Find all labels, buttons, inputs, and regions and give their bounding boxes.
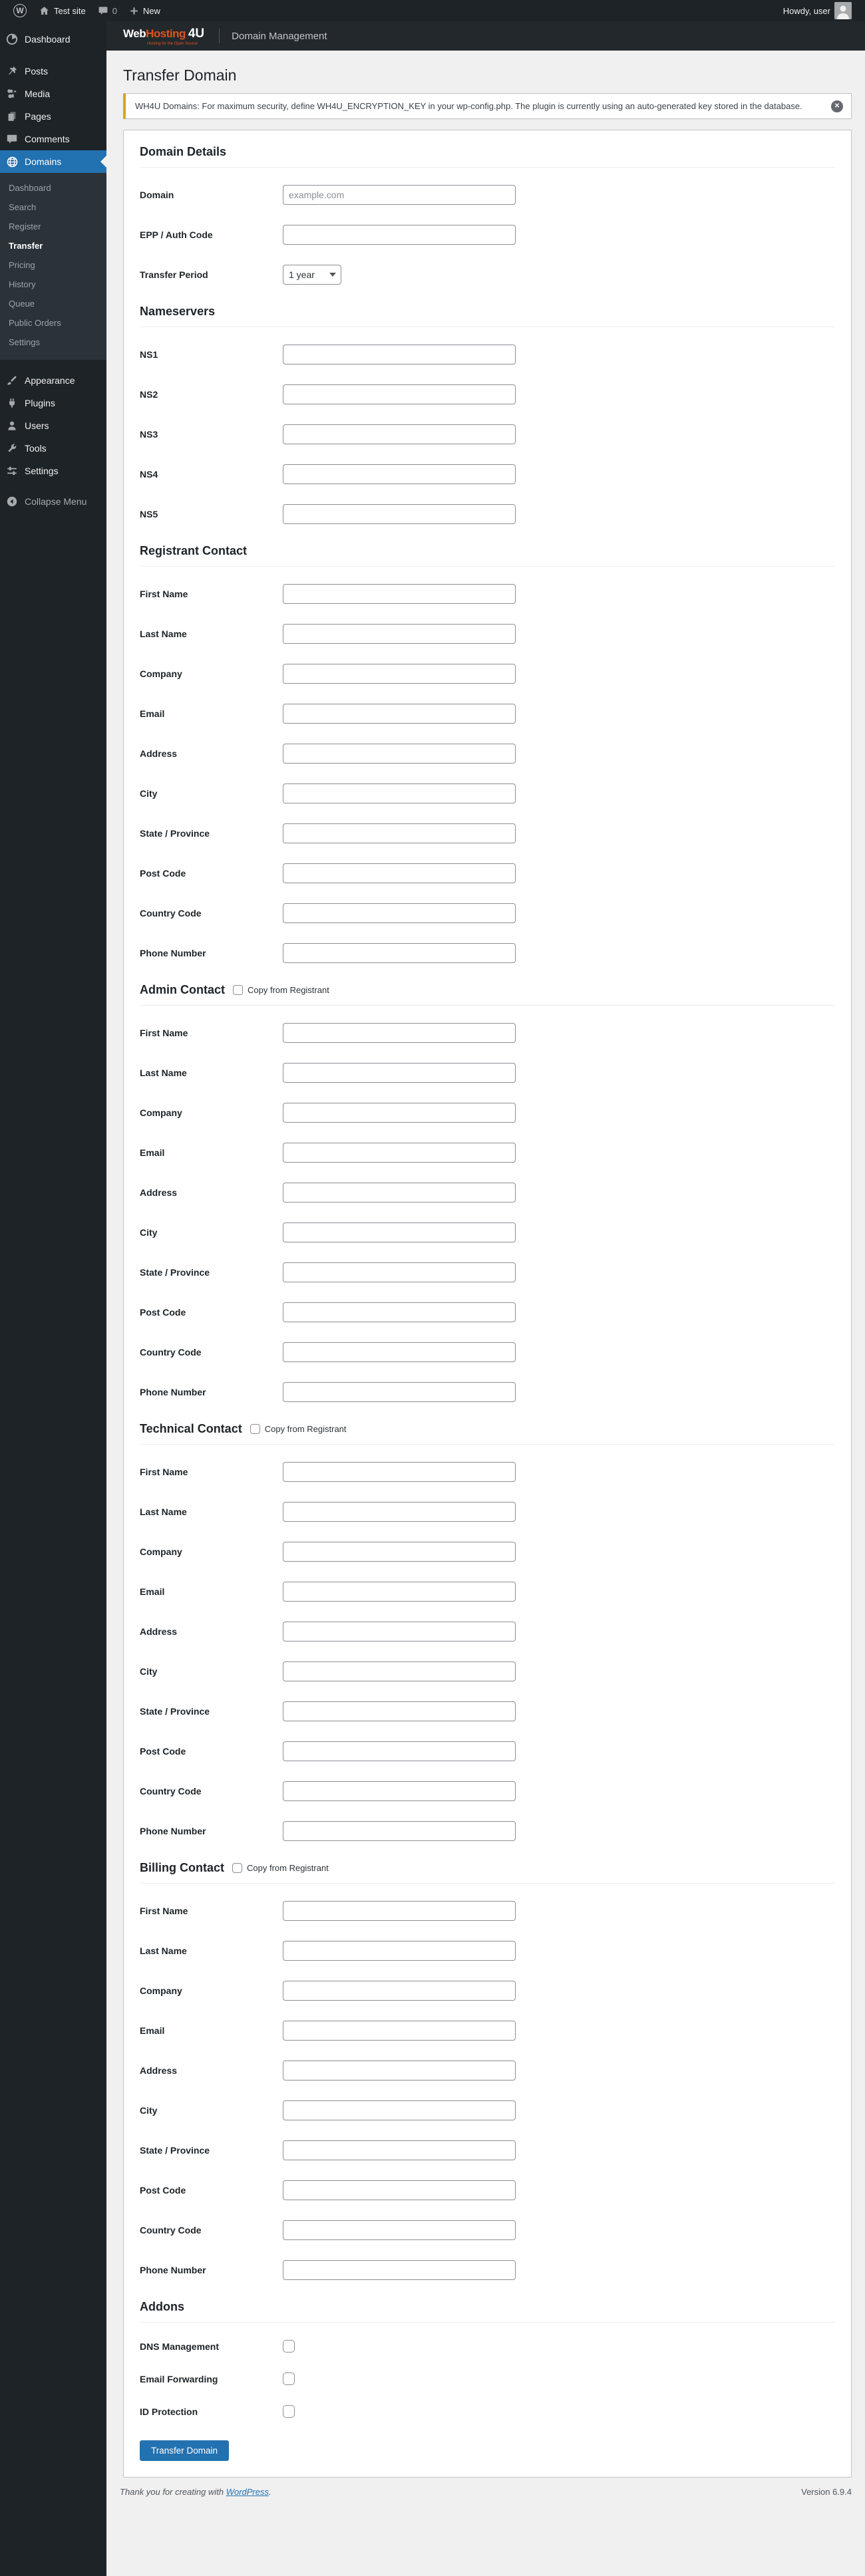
- billing-copy-from-registrant[interactable]: [232, 1863, 329, 1873]
- form-row: [140, 863, 835, 883]
- collapse-menu-label: Collapse Menu: [25, 496, 87, 507]
- form-row: [140, 2260, 835, 2280]
- section-title-text: Domain Details: [140, 145, 227, 158]
- sidebar-item-label: Comments: [25, 134, 70, 144]
- billing-last-name-input[interactable]: [283, 1941, 516, 1961]
- sidebar-item-label: Plugins: [25, 398, 55, 408]
- field-label: City: [140, 788, 158, 799]
- home-icon: [39, 5, 50, 17]
- form-row: [140, 1622, 835, 1642]
- technical-company-input[interactable]: [283, 1542, 516, 1562]
- globe-icon: [5, 155, 19, 168]
- field-label: EPP / Auth Code: [140, 229, 213, 240]
- id-protection-checkbox[interactable]: [283, 2405, 295, 2418]
- sidebar-item-label: Pages: [25, 111, 51, 122]
- form-row: [140, 584, 835, 604]
- sliders-icon: [5, 464, 19, 478]
- form-row: [140, 1143, 835, 1163]
- field-label: Email: [140, 708, 165, 719]
- field-label: Company: [140, 1985, 182, 1996]
- sidebar-item-label: Settings: [25, 466, 59, 476]
- footer-thanks: [120, 2487, 271, 2497]
- form-row: [140, 784, 835, 803]
- sidebar-item-tools[interactable]: [0, 437, 106, 460]
- form-row: [140, 2340, 835, 2353]
- logo-web-text: Web: [123, 27, 146, 40]
- new-content-button[interactable]: [124, 0, 166, 21]
- transfer-domain-button[interactable]: Transfer Domain: [140, 2440, 229, 2461]
- collapse-arrow-icon: [5, 495, 19, 508]
- admin-first-name-input[interactable]: [283, 1023, 516, 1043]
- technical-address-input[interactable]: [283, 1622, 516, 1642]
- field-label: State / Province: [140, 828, 210, 839]
- field-label: Email: [140, 1586, 165, 1597]
- sidebar-item-comments[interactable]: [0, 128, 106, 150]
- billing-phone-number-input[interactable]: [283, 2260, 516, 2280]
- field-label: Country Code: [140, 908, 202, 919]
- field-label: City: [140, 1227, 158, 1238]
- warning-notice: [123, 93, 852, 119]
- field-label: City: [140, 1666, 158, 1677]
- form-row: [140, 1542, 835, 1562]
- field-label: NS3: [140, 429, 158, 440]
- sidebar-item-users[interactable]: [0, 414, 106, 437]
- billing-copy-from-registrant-checkbox[interactable]: [232, 1863, 242, 1873]
- header-title: Domain Management: [232, 30, 327, 42]
- admin-bar-left: [8, 0, 778, 21]
- form-row: [140, 1781, 835, 1801]
- registrant-last-name-input[interactable]: [283, 624, 516, 644]
- form-row: [140, 265, 835, 285]
- section-heading-technical-contact: [140, 1422, 835, 1445]
- form-row: [140, 1222, 835, 1242]
- wordpress-menu-button[interactable]: [8, 0, 32, 21]
- billing-city-input[interactable]: [283, 2100, 516, 2120]
- transfer-period-select-wrap: [283, 265, 341, 285]
- sidebar-item-label: Media: [25, 88, 51, 99]
- form-row: [140, 2140, 835, 2160]
- field-label: Country Code: [140, 1347, 202, 1358]
- form-row: [140, 943, 835, 963]
- ns3-input[interactable]: [283, 424, 516, 444]
- howdy-label: Howdy, user: [782, 5, 830, 16]
- dns-management-checkbox[interactable]: [283, 2340, 295, 2353]
- form-row: [140, 1741, 835, 1761]
- form-row: [140, 903, 835, 923]
- layout: [0, 21, 865, 2576]
- form-row: [140, 823, 835, 843]
- ns5-input[interactable]: [283, 504, 516, 524]
- field-label: Post Code: [140, 1746, 186, 1757]
- wrench-icon: [5, 442, 19, 455]
- comments-button[interactable]: [92, 0, 122, 21]
- registrant-address-input[interactable]: [283, 744, 516, 764]
- webhosting4u-logo: [123, 27, 204, 45]
- field-label: State / Province: [140, 1267, 210, 1278]
- field-label: NS4: [140, 469, 158, 480]
- admin-bar: [0, 0, 865, 21]
- field-label: Company: [140, 1107, 182, 1118]
- user-icon: [5, 419, 19, 432]
- registrant-post-code-input[interactable]: [283, 863, 516, 883]
- copy-label-text: Copy from Registrant: [264, 1424, 347, 1434]
- billing-post-code-input[interactable]: [283, 2180, 516, 2200]
- logo-hosting-text: Hosting: [146, 27, 186, 40]
- field-label: Company: [140, 668, 182, 679]
- form-row: [140, 345, 835, 364]
- sidebar-item-plugins[interactable]: [0, 392, 106, 414]
- footer-thanks-suffix: .: [269, 2487, 271, 2497]
- field-label: NS5: [140, 509, 158, 519]
- field-label: NS2: [140, 389, 158, 400]
- sidebar-item-media[interactable]: [0, 82, 106, 105]
- sidebar-item-label: Appearance: [25, 375, 75, 386]
- field-label: Email Forwarding: [140, 2373, 218, 2384]
- plugin-header: [106, 21, 865, 51]
- menu-separator: [0, 51, 106, 60]
- field-label: First Name: [140, 1906, 188, 1916]
- field-label: Address: [140, 1187, 178, 1198]
- section-heading-nameservers: [140, 305, 835, 327]
- dashboard-icon: [5, 33, 19, 46]
- footer-version: Version 6.9.4: [801, 2487, 852, 2497]
- form-row: [140, 1262, 835, 1282]
- admin-post-code-input[interactable]: [283, 1302, 516, 1322]
- sidebar-item-pages[interactable]: [0, 105, 106, 128]
- form-row: [140, 1103, 835, 1123]
- form-row: [140, 1981, 835, 2001]
- technical-copy-from-registrant[interactable]: [250, 1424, 347, 1434]
- admin-copy-from-registrant[interactable]: [233, 985, 329, 995]
- sidebar-subitem-register[interactable]: Register: [9, 221, 41, 231]
- sidebar-item-label: Tools: [25, 443, 47, 454]
- comment-count: 0: [112, 5, 117, 16]
- field-label: Phone Number: [140, 1826, 206, 1836]
- technical-copy-from-registrant-checkbox[interactable]: [250, 1424, 260, 1434]
- sidebar-item-label: Users: [25, 420, 49, 431]
- field-label: Address: [140, 748, 178, 759]
- technical-phone-number-input[interactable]: [283, 1821, 516, 1841]
- field-label: Last Name: [140, 1506, 187, 1517]
- form-row: [140, 704, 835, 724]
- field-label: DNS Management: [140, 2341, 220, 2352]
- registrant-city-input[interactable]: [283, 784, 516, 803]
- field-label: Last Name: [140, 629, 187, 639]
- sidebar-item-appearance[interactable]: [0, 369, 106, 392]
- howdy-user-menu[interactable]: [778, 0, 857, 21]
- field-label: Last Name: [140, 1068, 187, 1078]
- sidebar-subitem-dashboard[interactable]: Dashboard: [9, 183, 51, 193]
- form-row: [140, 384, 835, 404]
- comments-bubble-icon: [98, 5, 108, 16]
- field-label: State / Province: [140, 1706, 210, 1717]
- form-row: [140, 1701, 835, 1721]
- form-row: [140, 1941, 835, 1961]
- section-title-text: Nameservers: [140, 305, 216, 318]
- field-label: Post Code: [140, 2185, 186, 2196]
- registrant-state-province-input[interactable]: [283, 823, 516, 843]
- form-row: [140, 1023, 835, 1043]
- admin-state-province-input[interactable]: [283, 1262, 516, 1282]
- form-row: [140, 1302, 835, 1322]
- main-column: [106, 21, 865, 2576]
- section-heading-domain-details: [140, 145, 835, 168]
- section-heading-addons: [140, 2300, 835, 2323]
- form-row: [140, 1462, 835, 1482]
- section-heading-billing-contact: [140, 1861, 835, 1884]
- field-label: NS1: [140, 349, 158, 360]
- transfer-domain-form-card: [123, 130, 852, 2478]
- admin-last-name-input[interactable]: [283, 1063, 516, 1083]
- field-label: City: [140, 2105, 158, 2116]
- field-label: Last Name: [140, 1945, 187, 1956]
- registrant-phone-number-input[interactable]: [283, 943, 516, 963]
- form-row: [140, 2405, 835, 2418]
- logo-4u-text: 4U: [188, 27, 205, 41]
- ns1-input[interactable]: [283, 345, 516, 364]
- sidebar-subitem-public-orders[interactable]: Public Orders: [9, 318, 61, 328]
- copy-label-text: Copy from Registrant: [248, 985, 329, 995]
- admin-copy-from-registrant-checkbox[interactable]: [233, 985, 243, 995]
- form-row: [140, 1183, 835, 1203]
- technical-post-code-input[interactable]: [283, 1741, 516, 1761]
- domains-submenu: [0, 173, 106, 360]
- section-heading-registrant-contact: [140, 544, 835, 567]
- form-row: [140, 225, 835, 245]
- form-row: [140, 1661, 835, 1681]
- sidebar-subitem-pricing[interactable]: Pricing: [9, 260, 35, 270]
- billing-address-input[interactable]: [283, 2061, 516, 2080]
- ns4-input[interactable]: [283, 464, 516, 484]
- field-label: Country Code: [140, 1786, 202, 1796]
- billing-company-input[interactable]: [283, 1981, 516, 2001]
- form-row: [140, 1582, 835, 1602]
- collapse-menu-button[interactable]: [0, 490, 106, 513]
- paintbrush-icon: [5, 374, 19, 387]
- section-heading-admin-contact: [140, 983, 835, 1006]
- email-forwarding-checkbox[interactable]: [283, 2372, 295, 2385]
- plus-icon: [129, 6, 139, 16]
- form-row: [140, 1063, 835, 1083]
- avatar: [834, 2, 852, 19]
- sidebar: [0, 21, 106, 2576]
- new-label: New: [142, 5, 160, 16]
- form-row: [140, 2100, 835, 2120]
- transfer-period-select[interactable]: [283, 265, 341, 285]
- section-title-text: Technical Contact: [140, 1422, 242, 1435]
- footer: [120, 2478, 852, 2497]
- technical-email-input[interactable]: [283, 1582, 516, 1602]
- technical-first-name-input[interactable]: [283, 1462, 516, 1482]
- form-row: [140, 2372, 835, 2385]
- media-icon: [5, 87, 19, 100]
- field-label: ID Protection: [140, 2406, 198, 2417]
- pushpin-icon: [5, 65, 19, 78]
- field-label: First Name: [140, 1467, 188, 1477]
- admin-phone-number-input[interactable]: [283, 1382, 516, 1402]
- admin-country-code-input[interactable]: [283, 1342, 516, 1362]
- technical-country-code-input[interactable]: [283, 1781, 516, 1801]
- field-label: Post Code: [140, 1307, 186, 1318]
- header-divider: [219, 29, 220, 43]
- field-label: First Name: [140, 589, 188, 599]
- field-label: Country Code: [140, 2225, 202, 2235]
- ns2-input[interactable]: [283, 384, 516, 404]
- sidebar-subitem-transfer[interactable]: Transfer: [9, 241, 43, 251]
- sidebar-subitem-queue[interactable]: Queue: [9, 299, 35, 309]
- site-name-label: Test site: [54, 5, 86, 16]
- form-row: [140, 1502, 835, 1522]
- field-label: Company: [140, 1546, 182, 1557]
- sidebar-item-label: Domains: [25, 156, 62, 167]
- form-row: [140, 2061, 835, 2080]
- admin-address-input[interactable]: [283, 1183, 516, 1203]
- admin-company-input[interactable]: [283, 1103, 516, 1123]
- sidebar-subitem-search[interactable]: Search: [9, 202, 37, 212]
- plug-icon: [5, 396, 19, 410]
- content-area: [106, 51, 865, 2497]
- field-label: Email: [140, 1147, 165, 1158]
- sidebar-item-posts[interactable]: [0, 60, 106, 82]
- form-row: [140, 2180, 835, 2200]
- technical-state-province-input[interactable]: [283, 1701, 516, 1721]
- registrant-first-name-input[interactable]: [283, 584, 516, 604]
- billing-country-code-input[interactable]: [283, 2220, 516, 2240]
- footer-thanks-prefix: Thank you for creating with: [120, 2487, 226, 2497]
- section-title-text: Admin Contact: [140, 983, 225, 996]
- registrant-email-input[interactable]: [283, 704, 516, 724]
- menu-separator: [0, 360, 106, 369]
- section-title-text: Billing Contact: [140, 1861, 224, 1874]
- field-label: Transfer Period: [140, 269, 208, 280]
- form-row: [140, 664, 835, 684]
- form-row: [140, 464, 835, 484]
- sidebar-item-label: Posts: [25, 66, 49, 76]
- field-label: First Name: [140, 1028, 188, 1038]
- sidebar-subitem-history[interactable]: History: [9, 279, 36, 289]
- form-row: [140, 624, 835, 644]
- admin-city-input[interactable]: [283, 1222, 516, 1242]
- site-name-link[interactable]: [33, 0, 91, 21]
- form-row: [140, 2021, 835, 2041]
- epp-auth-code-input[interactable]: [283, 225, 516, 245]
- field-label: State / Province: [140, 2145, 210, 2156]
- sidebar-item-domains[interactable]: [0, 150, 106, 173]
- form-row: [140, 1901, 835, 1921]
- field-label: Email: [140, 2025, 165, 2036]
- admin-email-input[interactable]: [283, 1143, 516, 1163]
- copy-label-text: Copy from Registrant: [247, 1863, 329, 1873]
- wordpress-logo-icon: W: [13, 4, 27, 17]
- field-label: Phone Number: [140, 2265, 206, 2275]
- domain-input[interactable]: [283, 185, 516, 205]
- comments-icon: [5, 132, 19, 146]
- page-title: Transfer Domain: [123, 67, 237, 84]
- form-row: [140, 744, 835, 764]
- registrant-company-input[interactable]: [283, 664, 516, 684]
- wordpress-link[interactable]: WordPress: [226, 2487, 269, 2497]
- technical-city-input[interactable]: [283, 1661, 516, 1681]
- pages-icon: [5, 110, 19, 123]
- billing-first-name-input[interactable]: [283, 1901, 516, 1921]
- sidebar-item-label: Dashboard: [25, 34, 71, 45]
- admin-bar-right: [778, 0, 857, 21]
- form-row: [140, 2220, 835, 2240]
- form-row: [140, 1821, 835, 1841]
- form-row: [140, 185, 835, 205]
- registrant-country-code-input[interactable]: [283, 903, 516, 923]
- field-label: Phone Number: [140, 948, 206, 958]
- technical-last-name-input[interactable]: [283, 1502, 516, 1522]
- form-row: [140, 1382, 835, 1402]
- sidebar-subitem-settings[interactable]: Settings: [9, 337, 40, 347]
- notice-text: WH4U Domains: For maximum security, define WH4U_ENCRYPTION_KEY in your wp-config.php. The plugin is currently using an auto-generated key stored in the database.: [135, 101, 802, 111]
- field-label: Address: [140, 2065, 178, 2076]
- logo-tagline: Hosting for the Open Source: [147, 42, 198, 46]
- field-label: Phone Number: [140, 1387, 206, 1397]
- section-title-text: Addons: [140, 2300, 184, 2313]
- billing-email-input[interactable]: [283, 2021, 516, 2041]
- form-row: [140, 1342, 835, 1362]
- field-label: Address: [140, 1626, 178, 1637]
- sidebar-item-dashboard[interactable]: [0, 28, 106, 51]
- dismiss-icon[interactable]: ✕: [831, 100, 843, 112]
- form-row: [140, 504, 835, 524]
- field-label: Domain: [140, 190, 174, 200]
- section-title-text: Registrant Contact: [140, 544, 248, 557]
- sidebar-item-settings[interactable]: [0, 460, 106, 482]
- billing-state-province-input[interactable]: [283, 2140, 516, 2160]
- form-row: [140, 424, 835, 444]
- field-label: Post Code: [140, 868, 186, 879]
